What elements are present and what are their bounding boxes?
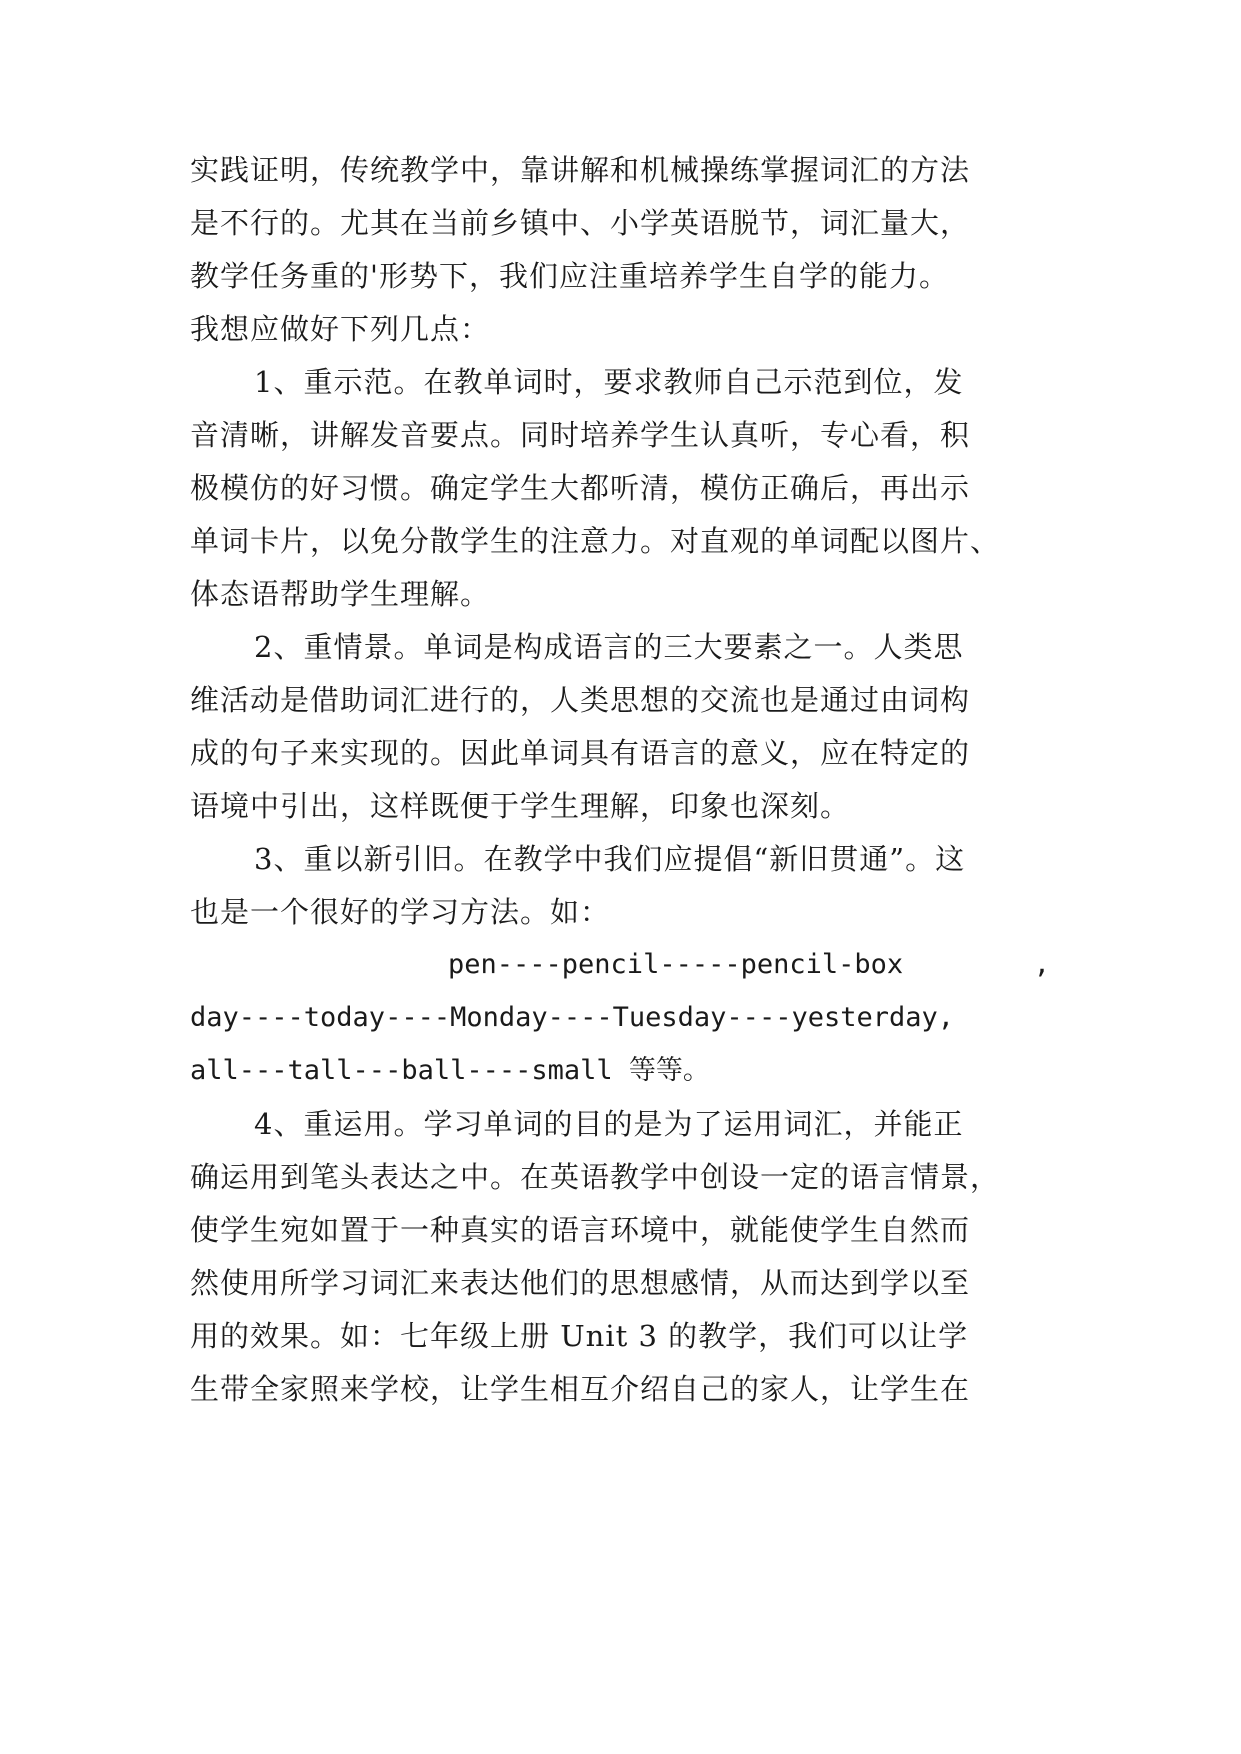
point4-line-3: 使学生宛如置于一种真实的语言环境中，就能使学生自然而 [190, 1213, 971, 1247]
point3-line-1: 3、重以新引旧。在教学中我们应提倡“新旧贯通”。这 [254, 842, 966, 876]
intro-line-2: 是不行的。尤其在当前乡镇中、小学英语脱节，词汇量大， [190, 206, 971, 240]
example-row-1-comma: , [1033, 949, 1050, 980]
point1-line-4: 单词卡片，以免分散学生的注意力。对直观的单词配以图片、 [190, 524, 1001, 558]
point4-line-1: 4、重运用。学习单词的目的是为了运用词汇，并能正 [254, 1107, 964, 1141]
point2-line-3: 成的句子来实现的。因此单词具有语言的意义，应在特定的 [190, 736, 971, 770]
point4-line-2: 确运用到笔头表达之中。在英语教学中创设一定的语言情景， [190, 1160, 1001, 1194]
point3-line-2: 也是一个很好的学习方法。如： [190, 895, 611, 929]
point1-line-2: 音清晰，讲解发音要点。同时培养学生认真听，专心看，积 [190, 418, 971, 452]
example-row-3: all---tall---ball----small 等等。 [190, 1055, 710, 1086]
point2-line-1: 2、重情景。单词是构成语言的三大要素之一。人类思 [254, 630, 964, 664]
example-row-1 [190, 945, 1050, 985]
example-row-1-text: pen----pencil-----pencil-box [448, 949, 904, 980]
point4-line-5: 用的效果。如：七年级上册 Unit 3 的教学，我们可以让学 [190, 1319, 969, 1353]
point1-line-5: 体态语帮助学生理解。 [190, 577, 491, 611]
intro-line-3: 教学任务重的'形势下，我们应注重培养学生自学的能力。 [190, 259, 949, 293]
point1-line-1: 1、重示范。在教单词时，要求教师自己示范到位，发 [254, 365, 964, 399]
point1-line-3: 极模仿的好习惯。确定学生大都听清，模仿正确后，再出示 [190, 471, 971, 505]
point2-line-4: 语境中引出，这样既便于学生理解，印象也深刻。 [190, 789, 851, 823]
example-row-2: day----today----Monday----Tuesday----yesterday, [190, 1002, 955, 1033]
point2-line-2: 维活动是借助词汇进行的，人类思想的交流也是通过由词构 [190, 683, 971, 717]
point4-line-4: 然使用所学习词汇来表达他们的思想感情，从而达到学以至 [190, 1266, 971, 1300]
point4-line-6: 生带全家照来学校，让学生相互介绍自己的家人，让学生在 [190, 1372, 971, 1406]
intro-line-1: 实践证明，传统教学中，靠讲解和机械操练掌握词汇的方法 [190, 153, 971, 187]
intro-line-4: 我想应做好下列几点： [190, 312, 491, 346]
